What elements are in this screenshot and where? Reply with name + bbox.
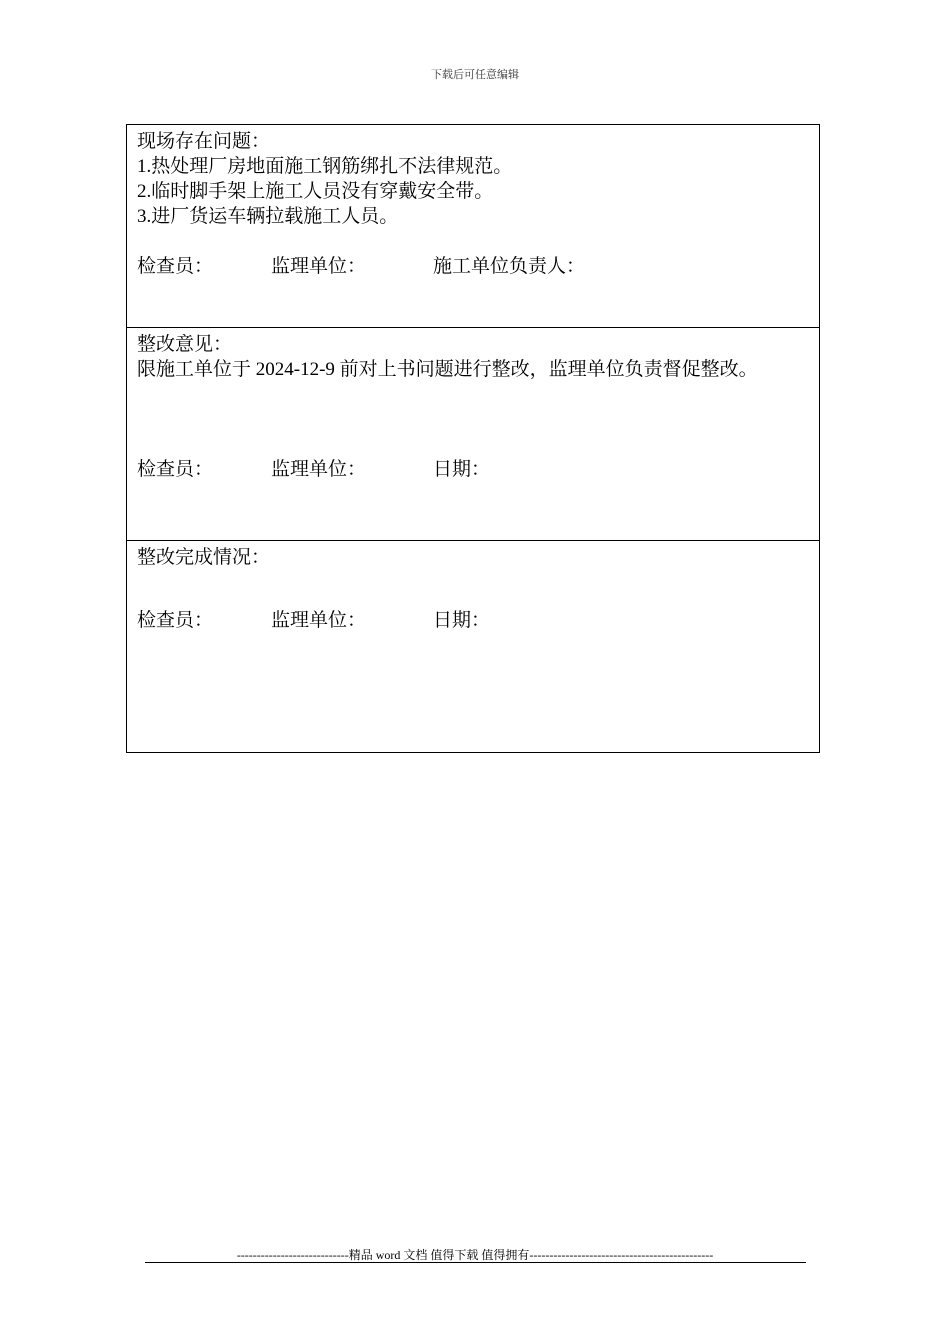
inspector-label: 检查员： bbox=[137, 459, 214, 480]
contractor-lead-label: 施工单位负责人： bbox=[433, 256, 586, 277]
problem-item: 3.进厂货运车辆拉载施工人员。 bbox=[137, 206, 399, 227]
completion-section bbox=[127, 541, 819, 752]
opinion-body: 限施工单位于 2024-12-9 前对上书问题进行整改，监理单位负责督促整改。 bbox=[137, 359, 758, 380]
inspection-form-table bbox=[126, 124, 820, 753]
supervisor-label: 监理单位： bbox=[271, 610, 367, 631]
inspector-label: 检查员： bbox=[137, 610, 214, 631]
completion-title: 整改完成情况： bbox=[137, 547, 271, 568]
supervisor-label: 监理单位： bbox=[271, 459, 367, 480]
opinion-signature-row bbox=[137, 457, 809, 482]
inspector-label: 检查员： bbox=[137, 256, 214, 277]
date-label: 日期： bbox=[433, 459, 491, 480]
problems-title: 现场存在问题： bbox=[137, 131, 271, 152]
problem-item: 1.热处理厂房地面施工钢筋绑扎不法律规范。 bbox=[137, 156, 513, 177]
footer-text: ----------------------------精品 word 文档 值得下载 值得拥有---------------------------------------------- bbox=[236, 1248, 714, 1262]
opinion-title: 整改意见： bbox=[137, 334, 233, 355]
date-label: 日期： bbox=[433, 610, 491, 631]
completion-signature-row bbox=[137, 608, 809, 633]
opinion-section bbox=[127, 328, 819, 541]
header-note: 下载后可任意编辑 bbox=[431, 69, 519, 81]
footer-rule bbox=[145, 1262, 806, 1263]
problems-section bbox=[127, 125, 819, 328]
supervisor-label: 监理单位： bbox=[271, 256, 367, 277]
problems-signature-row bbox=[137, 254, 809, 279]
problem-item: 2.临时脚手架上施工人员没有穿戴安全带。 bbox=[137, 181, 494, 202]
